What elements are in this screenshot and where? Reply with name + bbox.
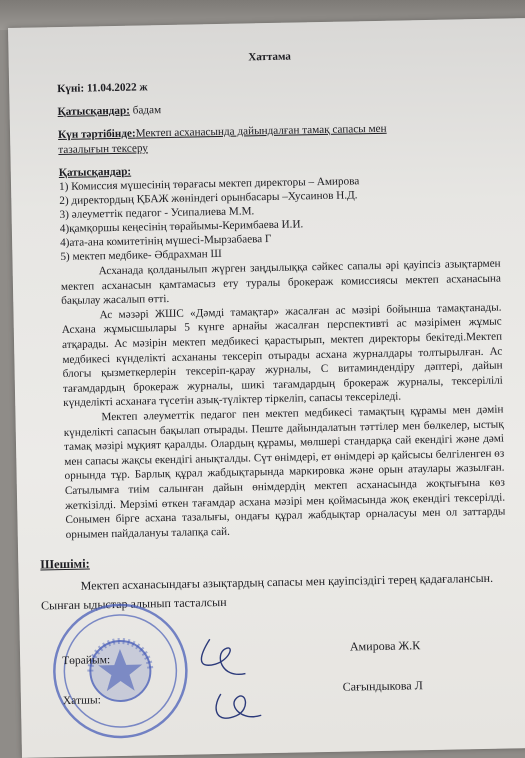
- participant-2: 2) директордың ҚБАЖ жөніндегі орынбасары –Хусаинов Н.Д.: [59, 189, 358, 208]
- document-title: Хаттама: [248, 50, 291, 64]
- decision-text: Мектеп асханасындағы азықтардың сапасы мен қауіпсіздігі терең қадағалансын. Сынған ыдыстар алынып тасталсын: [40, 570, 494, 613]
- date-line: [57, 80, 148, 97]
- official-stamp: [49, 600, 192, 743]
- secretary-label: Хатшы:: [62, 694, 101, 708]
- paragraph-2: Ас мәзәрі ЖШС «Дәмді тамақтар» жасалған ас мәзірі бойынша тамақтанады. Асхана жұмысшылары 5 күнге арнайы жасалған перспективті ас мәзірімен жұмыс атқарады. Ас мәзірін мектеп медбикесі қарастырып, мектеп директоры бекітеді.Мектеп медбикесі күнделікті асхананы тексеріп отырады асхана журналдары толтырылған. Ас блогы қызметкерлерін тексеріп-қарау журналы, С витаминдендіру дәптері, дайын тағамдардың брокераж журналы, шикі тағамдардың брокераж журналы, тексерілілі күнделікті асханаға түсетін азық-түліктер тіркеліп, сапасы тексеріледі.: [61, 301, 503, 410]
- participant-6: 5) мектеп медбике- Әбдрахман Ш: [60, 247, 222, 264]
- participants-label: Қатысқандар:: [58, 165, 132, 180]
- paragraph-1: Асханада қолданылып жүрген заңдылыққа сәйкес сапалы әрі қауіпсіз азықтармен мектеп асханасын қамтамасыз ету туралы брокераж комиссиясы мектеп асханасына бақылау жасалып өтті.: [60, 257, 502, 308]
- agenda-text-1: Мектеп асханасында дайындалған тамақ сапасы мен: [135, 122, 387, 140]
- signature-mark: [189, 623, 281, 735]
- attended-value: бадам: [132, 104, 162, 117]
- agenda-line: [58, 122, 387, 143]
- chair-name: Амирова Ж.К: [349, 638, 421, 654]
- participant-4: 4)қамқоршы кеңесінің төрайымы-Керимбаева И.И.: [59, 218, 304, 236]
- date-label: Күні:: [57, 82, 85, 96]
- participant-5: 4)ата-ана комитетінің мүшесі-Мырзабаева Г: [60, 232, 272, 250]
- participant-3: 3) әлеуметтік педагог - Усипалиева М.М.: [59, 205, 255, 222]
- agenda-text-2: тазалығын тексеру: [58, 142, 149, 157]
- attended-label: Қатысқандар:: [57, 104, 131, 119]
- secretary-name: Сағындыкова Л: [342, 678, 423, 694]
- participant-1: 1) Комиссия мүшесінің төрағасы мектеп директоры – Амирова: [58, 175, 360, 194]
- decision-label: Шешімі:: [40, 556, 90, 572]
- agenda-label: Күн тәртібінде:: [57, 127, 136, 142]
- document-body: [61, 257, 506, 543]
- attended-line: [57, 103, 161, 120]
- date-value: 11.04.2022 ж: [86, 81, 148, 95]
- chair-label: Төрайым:: [62, 654, 111, 668]
- paragraph-3: Мектеп әлеуметтік педагог пен мектеп медбикесі тамақтың құрамы мен дәмін күнделікті сапасын бақылап отырады. Пеште дайындалатын тәттілер мен бөлкелер, ыстық тамақ мәзірі мұқият қаралды. Олардың құрамы, мөлшері стандарқа сай екендігі және дәмі мен сапасы жақсы екендігі анықталды. Сүт өнімдері, ет өнімдері әр қайсысы белгіленген өз орнында тұр. Барлық құрал жабдықтарында маркировка және орын атаулары жазылған. Сатылымға тиім салынған дайын өнімдердің мектеп асханасында жоқтығына көз жеткізілді. Мерзімі өткен тағамдар асхана мәзірі мен қоймасында жоқ екендігі тексерілді. Сонымен бірге асхана тазалығы, ондағы құрал жабдықтар орналасуы мен ол заттарды орнымен пайдалануы талапқа сай.: [63, 403, 506, 541]
- document-page: [8, 18, 525, 758]
